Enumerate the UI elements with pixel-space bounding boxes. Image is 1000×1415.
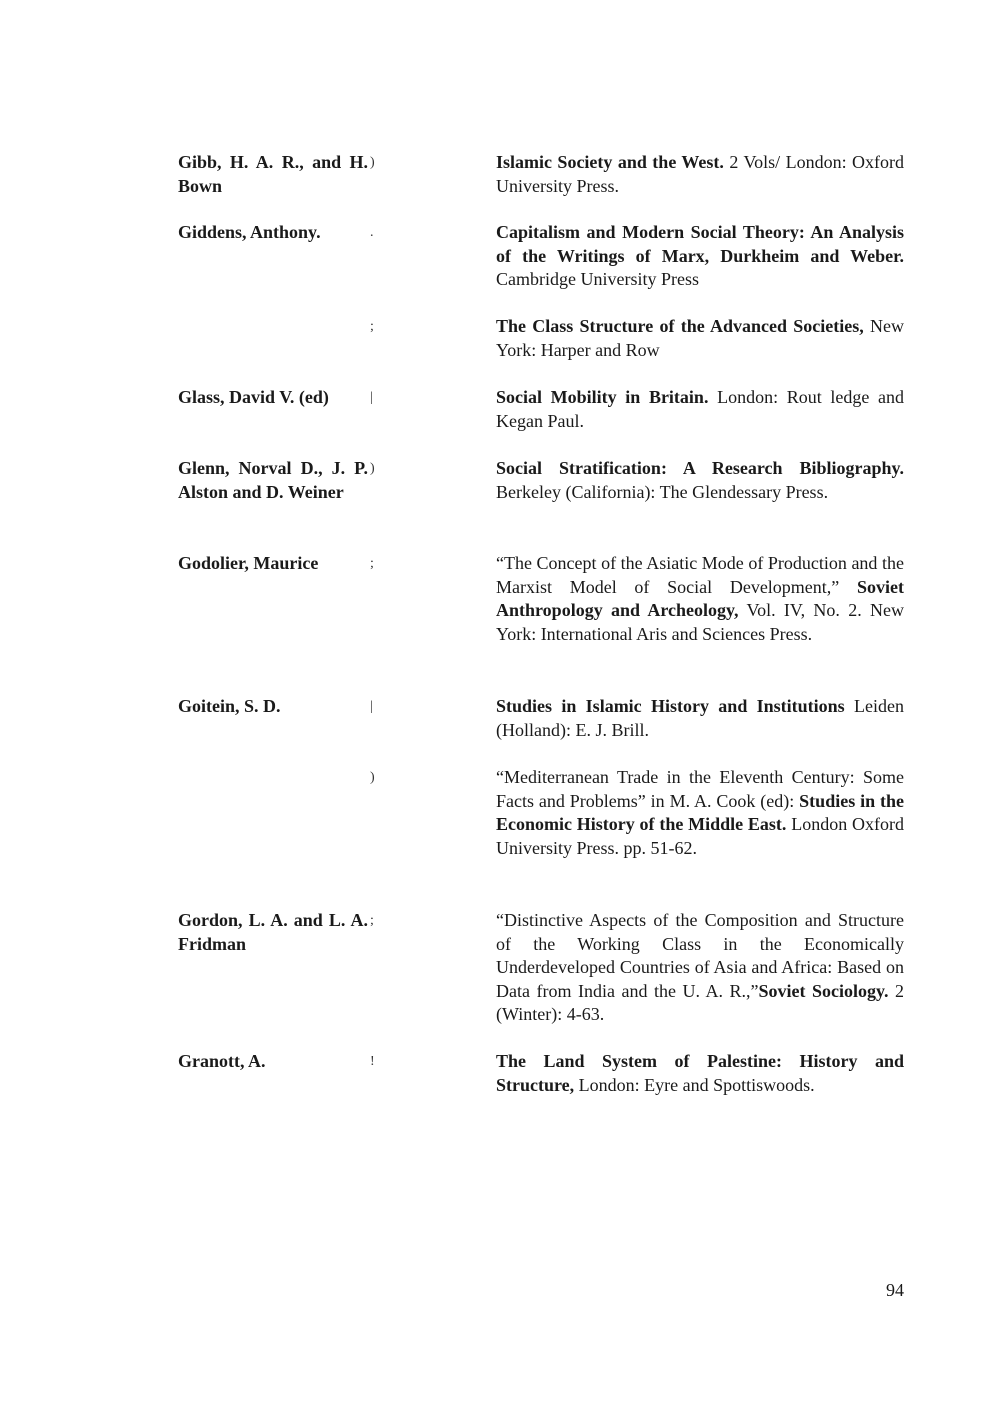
reference-journal: Soviet Anthropology and Archeology, — [496, 576, 904, 620]
entry-reference — [496, 552, 904, 646]
entry-reference — [496, 695, 904, 742]
entry-author: Goitein, S. D. — [178, 696, 281, 716]
entry-marker: ! — [370, 1054, 375, 1069]
reference-article: “Mediterranean Trade in the Eleventh Century: Some Facts and Problems” in M. A. Cook (ed): — [496, 767, 904, 811]
entry-author: Giddens, Anthony. — [178, 222, 321, 242]
entry-marker: ) — [370, 770, 375, 785]
reference-title: The Class Structure of the Advanced Societies, — [496, 316, 864, 336]
reference-details: Cambridge University Press — [496, 269, 699, 289]
entry-author: Gordon, L. A. and L. A. Fridman — [178, 910, 368, 954]
entry-marker: | — [370, 699, 373, 714]
reference-journal: Soviet Sociology. — [758, 980, 889, 1001]
entry-reference — [496, 315, 904, 362]
entry-reference — [496, 1050, 904, 1097]
reference-article: “The Concept of the Asiatic Mode of Production and the Marxist Model of Social Development,” — [496, 553, 904, 597]
reference-details: London: Rout ledge and Kegan Paul. — [496, 387, 904, 431]
reference-title: Social Mobility in Britain. — [496, 387, 709, 407]
entry-author: Glass, David V. (ed) — [178, 387, 329, 407]
entry-marker: ; — [370, 319, 374, 334]
reference-title: Studies in Islamic History and Institutions — [496, 696, 845, 716]
reference-details: Berkeley (California): The Glendessary Press. — [496, 481, 829, 502]
reference-book: Studies in the Economic History of the Middle East. — [496, 790, 904, 834]
reference-title: Social Stratification: A Research Bibliography. — [496, 458, 904, 478]
entry-reference — [496, 909, 904, 1027]
reference-details: New York: Harper and Row — [496, 316, 904, 360]
entry-marker: ) — [370, 155, 375, 170]
reference-title: Islamic Society and the West. — [496, 152, 724, 172]
reference-details: 2 Vols/ London: Oxford University Press. — [496, 152, 905, 196]
reference-title: Capitalism and Modern Social Theory: An Analysis of the Writings of Marx, Durkheim and Weber. — [496, 222, 904, 266]
entry-reference — [496, 221, 904, 292]
entry-author: Granott, A. — [178, 1051, 266, 1071]
entry-author: Glenn, Norval D., J. P. Alston and D. Weiner — [178, 458, 368, 502]
entry-reference — [496, 766, 904, 860]
reference-details: Leiden (Holland): E. J. Brill. — [496, 696, 904, 740]
entry-author: Godolier, Maurice — [178, 553, 319, 573]
reference-details: London: Eyre and Spottiswoods. — [574, 1074, 815, 1095]
entry-marker: ; — [370, 556, 374, 571]
page-number: 94 — [886, 1280, 904, 1300]
reference-details: 2 (Winter): 4-63. — [496, 980, 904, 1024]
entry-marker: ) — [370, 461, 375, 476]
reference-article: “Distinctive Aspects of the Composition and Structure of the Working Class in the Economically Underdeveloped Countries of Asia and Africa: Based on Data from India and the U. A. R.,” — [496, 910, 904, 1001]
reference-details: London Oxford University Press. pp. 51-62. — [496, 814, 905, 858]
reference-title: The Land System of Palestine: History and Structure, — [496, 1051, 904, 1095]
entry-marker: ; — [370, 913, 374, 928]
entry-marker: | — [370, 390, 373, 405]
entry-reference — [496, 151, 904, 198]
entry-author: Gibb, H. A. R., and H. Bown — [178, 152, 368, 196]
entry-reference — [496, 457, 904, 504]
reference-details: Vol. IV, No. 2. New York: International Aris and Sciences Press. — [496, 600, 904, 644]
entry-marker: . — [370, 225, 374, 240]
entry-reference — [496, 386, 904, 433]
